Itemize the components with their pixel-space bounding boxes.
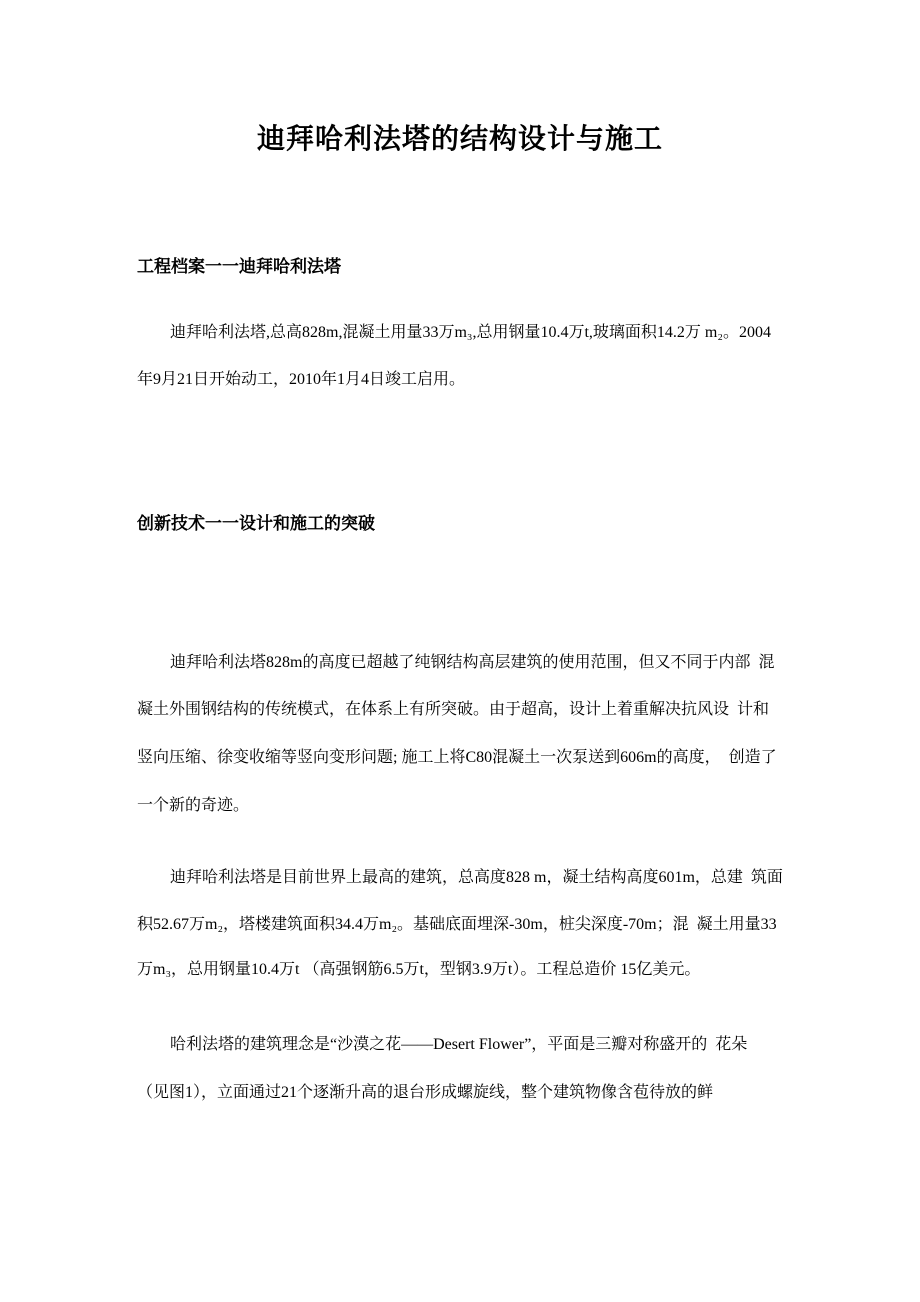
paragraph-line: 积52.67万m₂，塔楼建筑面积34.4万m₂。基础底面埋深-30m，桩尖深度-70m；混 凝土用量33 <box>137 916 777 933</box>
document-title: 迪拜哈利法塔的结构设计与施工 <box>256 124 663 155</box>
paragraph-line: 迪拜哈利法塔,总高828m,混凝土用量33万m₃,总用钢量10.4万t,玻璃面积14.2万 m₂。2004 <box>170 324 771 341</box>
paragraph-line: 迪拜哈利法塔是目前世界上最高的建筑，总高度828 m，凝土结构高度601m，总建 筑面 <box>170 869 783 886</box>
paragraph-line: （见图1），立面通过21个逐渐升高的退台形成螺旋线，整个建筑物像含苞待放的鲜 <box>137 1084 714 1101</box>
paragraph-line: 哈利法塔的建筑理念是“沙漠之花——Desert Flower”，平面是三瓣对称盛开的 花朵 <box>170 1036 748 1053</box>
section-heading-project-file: 工程档案一一迪拜哈利法塔 <box>137 257 341 276</box>
paragraph-line: 迪拜哈利法塔828m的高度已超越了纯钢结构高层建筑的使用范围，但又不同于内部 混 <box>170 654 775 671</box>
paragraph-line: 凝土外围钢结构的传统模式，在体系上有所突破。由于超高，设计上着重解决抗风设 计和 <box>137 701 770 718</box>
paragraph-line: 万m₃，总用钢量10.4万t （高强钢筋6.5万t，型钢3.9万t）。工程总造价 15亿美元。 <box>137 961 701 978</box>
section-heading-innovation: 创新技术一一设计和施工的突破 <box>137 514 375 533</box>
paragraph-line: 一个新的奇迹。 <box>137 797 250 814</box>
paragraph-line: 竖向压缩、徐变收缩等竖向变形问题; 施工上将C80混凝土一次泵送到606m的高度， 创造了 <box>137 749 777 766</box>
paragraph-line: 年9月21日开始动工，2010年1月4日竣工启用。 <box>137 371 466 388</box>
